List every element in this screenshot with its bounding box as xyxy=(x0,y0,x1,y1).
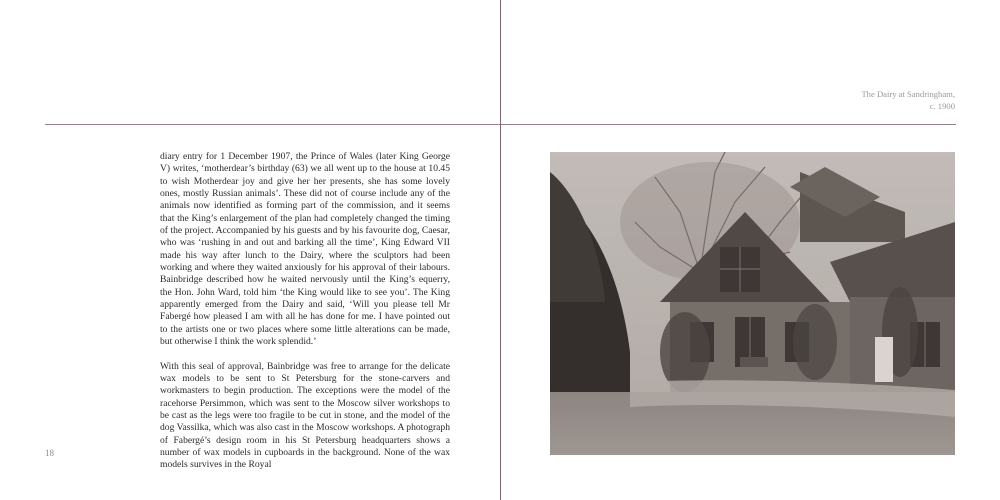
paragraph-1: diary entry for 1 December 1907, the Prince of Wales (later King George V) writes, ‘motherdear’s birthday (63) we all went up to the house at 10.45 to wish Motherdear joy and give her her presents, she has some lovely ones, mostly Russian animals’. These did not of course include any of the animals now identified as forming part of the commission, and it seems that the King’s enlargement of the plan had completely changed the timing of the project. Accompanied by his guests and by his favourite dog, Caesar, who was ‘rushing in and out and barking all the time’, King Edward VII made his way after lunch to the Dairy, where the sculptors had been working and where they waited anxiously for his approval of their labours. Bainbridge described how he waited nervously until the King’s equerry, the Hon. John Ward, told him ‘the King would like to see you’. The King apparently emerged from the Dairy and said, ‘Will you please tell Mr Fabergé how pleased I am with all he has done for me. I have pointed out to the artists one or two places where some little alterations can be made, but otherwise I think the work splendid.’ xyxy=(160,151,450,348)
dairy-photograph xyxy=(550,152,955,455)
left-header-rule xyxy=(45,124,500,125)
photo-caption xyxy=(795,88,955,112)
right-header-rule xyxy=(501,124,956,125)
right-page xyxy=(501,0,1000,500)
body-text xyxy=(160,151,450,472)
dairy-photograph-image xyxy=(550,152,955,455)
caption-line-2: c. 1900 xyxy=(929,101,955,111)
paragraph-2: With this seal of approval, Bainbridge was free to arrange for the delicate wax models to be sent to St Petersburg for the stone-carvers and workmasters to begin production. The exceptions were the model of the racehorse Persimmon, which was sent to the Moscow silver workshops to be cast as the legs were too fragile to be cut in stone, and the model of the dog Vassilka, which was also cast in the Moscow workshops. A photograph of Fabergé’s design room in his St Petersburg headquarters shows a number of wax models in cupboards in the background. None of the wax models survives in the Royal xyxy=(160,360,450,471)
page-number: 18 xyxy=(45,448,54,458)
caption-line-1: The Dairy at Sandringham, xyxy=(861,89,955,99)
